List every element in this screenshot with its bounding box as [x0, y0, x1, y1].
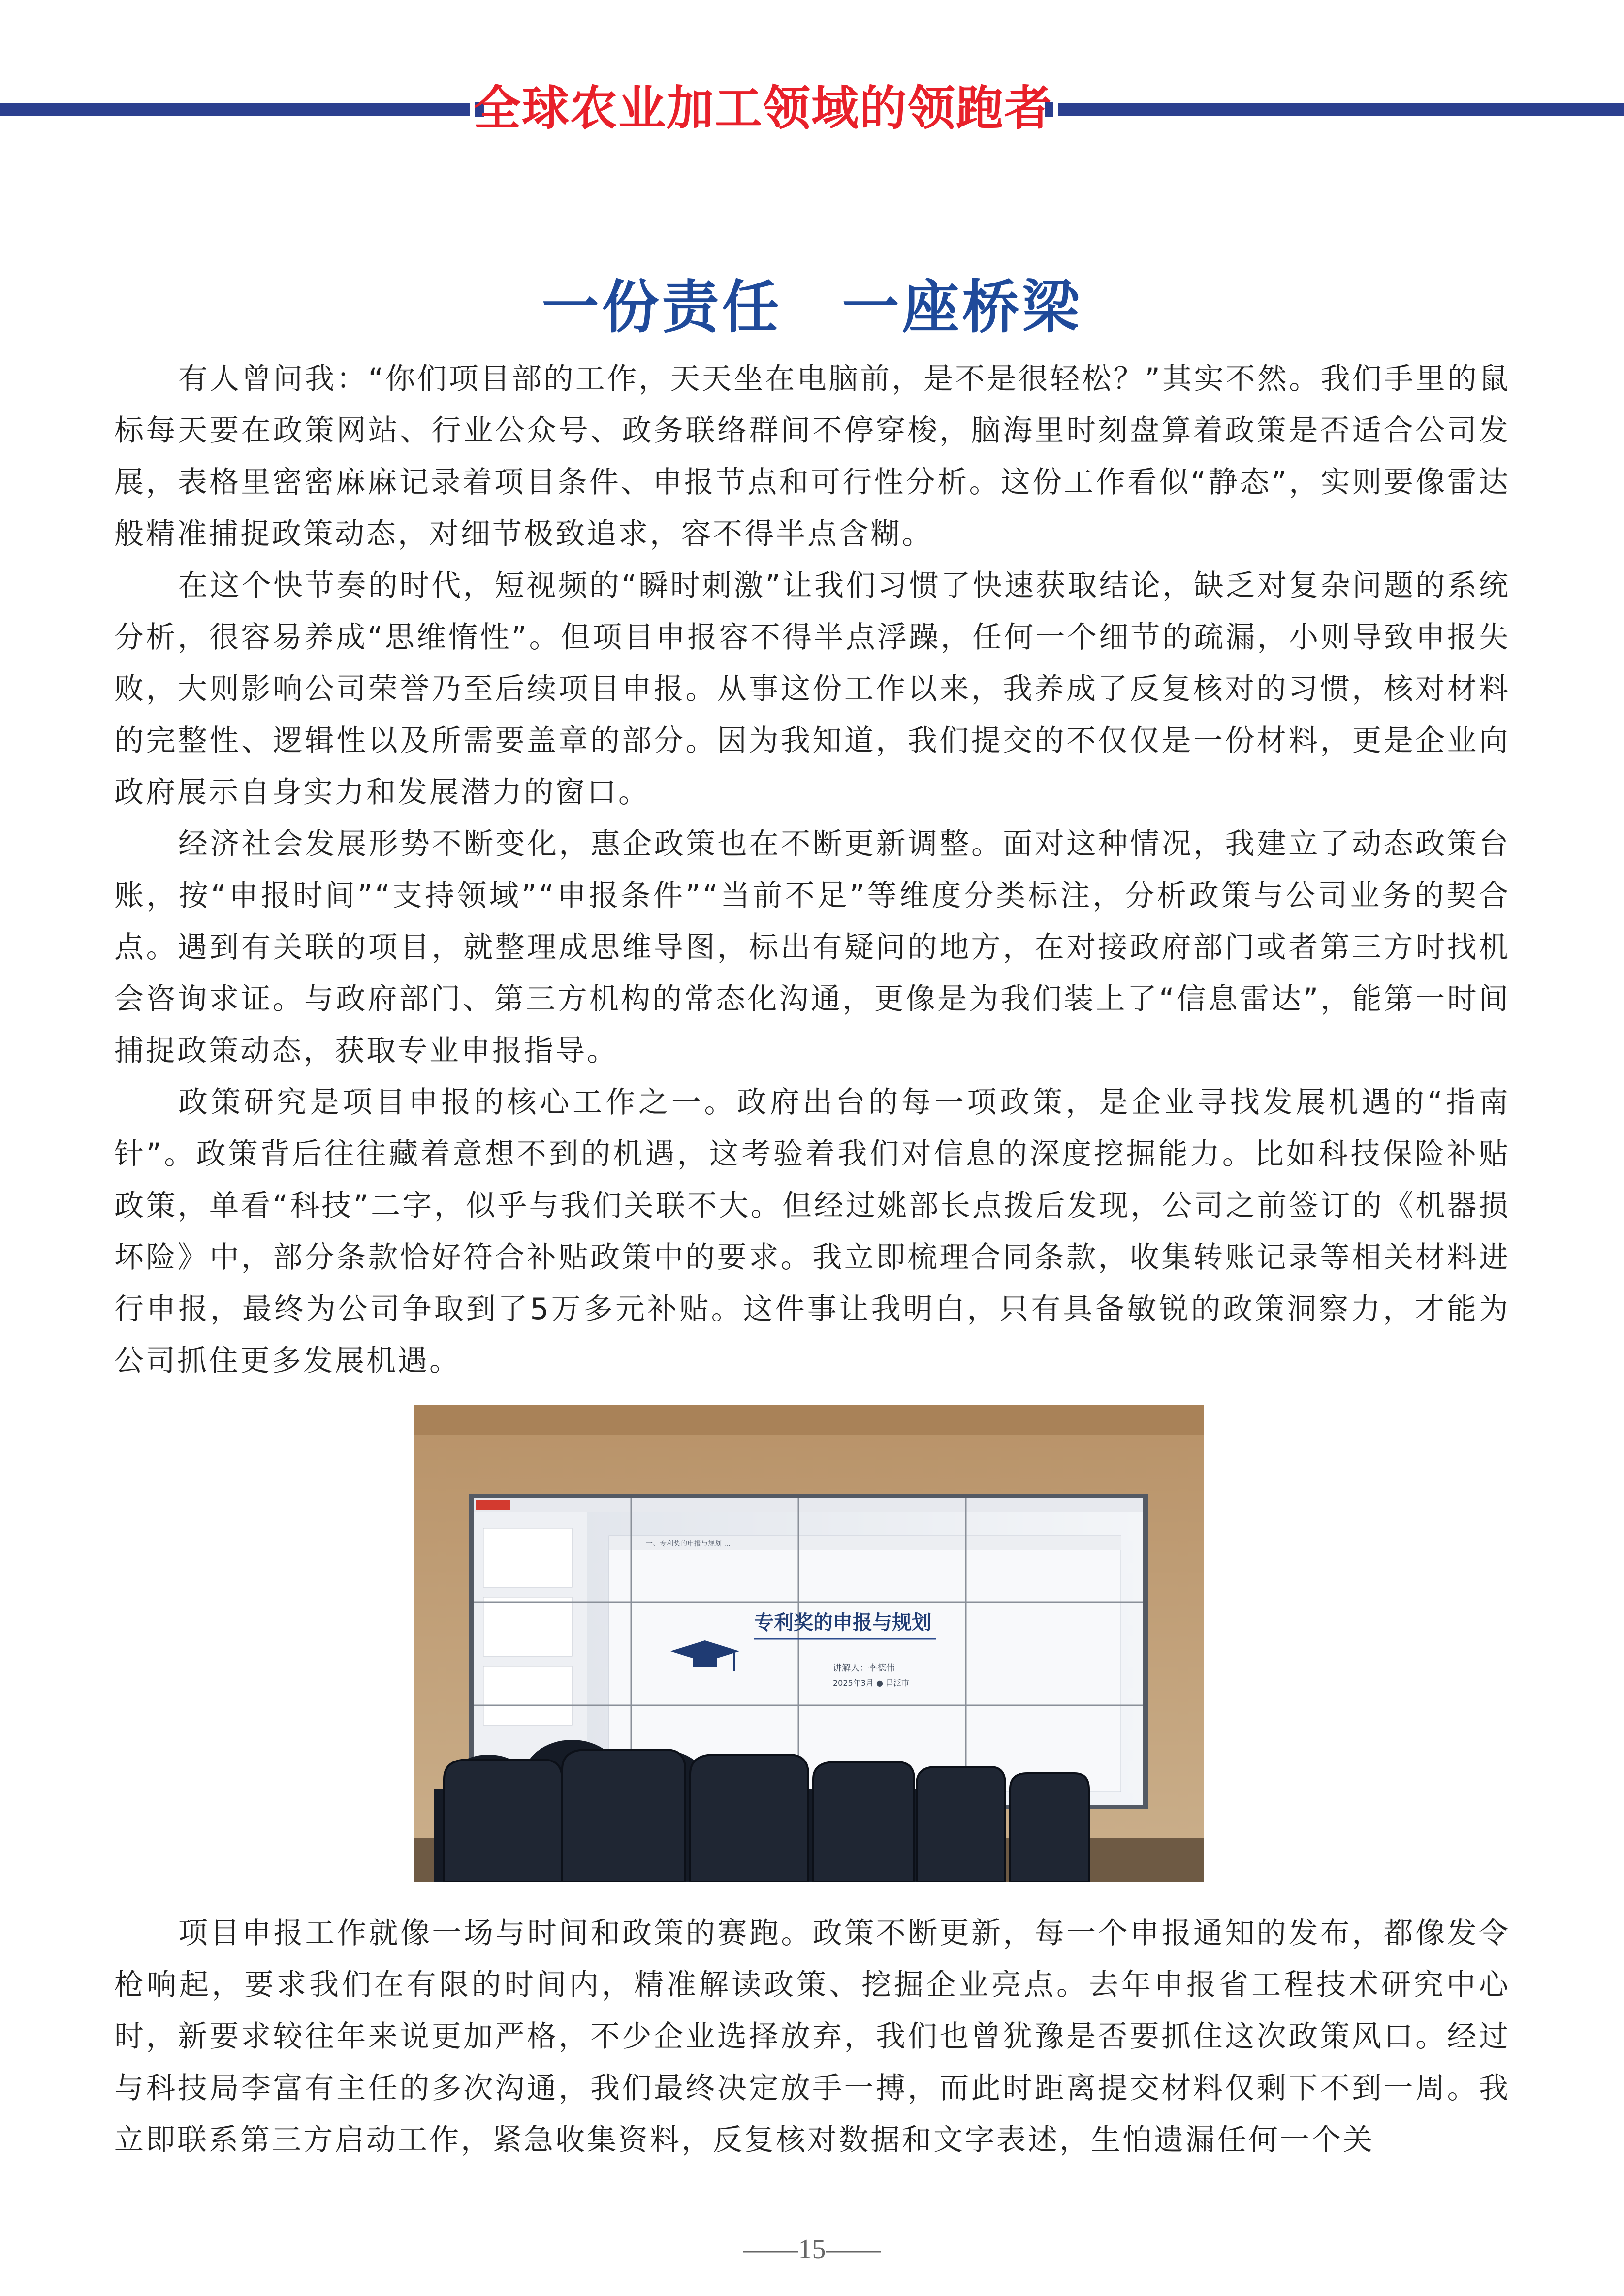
magazine-header-title: 全球农业加工领域的领跑者 — [474, 81, 1052, 136]
page-number: ——15—— — [743, 2234, 881, 2265]
slide-doc-tab: 一、专利奖的申报与规划 ... — [646, 1540, 731, 1548]
paragraph: 项目申报工作就像一场与时间和政策的赛跑。政策不断更新，每一个申报通知的发布，都像发令枪响起，要求我们在有限的时间内，精准解读政策、挖掘企业亮点。去年申报省工程技术研究中心时，新要求较往年来说更加严格，不少企业选择放弃，我们也曾犹豫是否要抓住这次政策风口。经过与科技局李富有主任的多次沟通，我们最终决定放手一搏，而此时距离提交材料仅剩下不到一周。我立即联系第三方启动工作，紧急收集资料，反复核对数据和文字表述，生怕遗漏任何一个关 — [114, 1916, 1510, 2157]
slide-date: 2025年3月 ● 昌泛市 — [833, 1678, 910, 1688]
article-title: 一份责任 一座桥梁 — [541, 274, 1083, 341]
header-rule-left — [0, 103, 470, 116]
paragraph: 在这个快节奏的时代，短视频的“瞬时刺激”让我们习惯了快速获取结论，缺乏对复杂问题的系统分析，很容易养成“思维惰性”。但项目申报容不得半点浮躁，任何一个细节的疏漏，小则导致申报失败，大则影响公司荣誉乃至后续项目申报。从事这份工作以来，我养成了反复核对的习惯，核对材料的完整性、逻辑性以及所需要盖章的部分。因为我知道，我们提交的不仅仅是一份材料，更是企业向政府展示自身实力和发展潜力的窗口。 — [114, 568, 1510, 810]
paragraph: 政策研究是项目申报的核心工作之一。政府出台的每一项政策，是企业寻找发展机遇的“指南针”。政策背后往往藏着意想不到的机遇，这考验着我们对信息的深度挖掘能力。比如科技保险补贴政策，单看“科技”二字，似乎与我们关联不大。但经过姚部长点拨后发现，公司之前签订的《机器损坏险》中，部分条款恰好符合补贴政策中的要求。我立即梳理合同条款，收集转账记录等相关材料进行申报，最终为公司争取到了5万多元补贴。这件事让我明白，只有具备敏锐的政策洞察力，才能为公司抓住更多发展机遇。 — [114, 1085, 1510, 1378]
article-body-bottom — [114, 1908, 1510, 2166]
paragraph: 有人曾问我：“你们项目部的工作，天天坐在电脑前，是不是很轻松？”其实不然。我们手里的鼠标每天要在政策网站、行业公众号、政务联络群间不停穿梭，脑海里时刻盘算着政策是否适合公司发展，表格里密密麻麻记录着项目条件、申报节点和可行性分析。这份工作看似“静态”，实则要像雷达般精准捕捉政策动态，对细节极致追求，容不得半点含糊。 — [114, 362, 1510, 551]
slide-title: 专利奖的申报与规划 — [754, 1611, 931, 1634]
meeting-photo — [414, 1405, 1204, 1882]
article-body-top — [114, 353, 1510, 1387]
header-rule-right — [1058, 103, 1624, 116]
slide-speaker: 讲解人：李德伟 — [833, 1663, 895, 1673]
paragraph: 经济社会发展形势不断变化，惠企政策也在不断更新调整。面对这种情况，我建立了动态政策台账，按“申报时间”“支持领域”“申报条件”“当前不足”等维度分类标注，分析政策与公司业务的契合点。遇到有关联的项目，就整理成思维导图，标出有疑问的地方，在对接政府部门或者第三方时找机会咨询求证。与政府部门、第三方机构的常态化沟通，更像是为我们装上了“信息雷达”，能第一时间捕捉政策动态，获取专业申报指导。 — [114, 827, 1510, 1068]
